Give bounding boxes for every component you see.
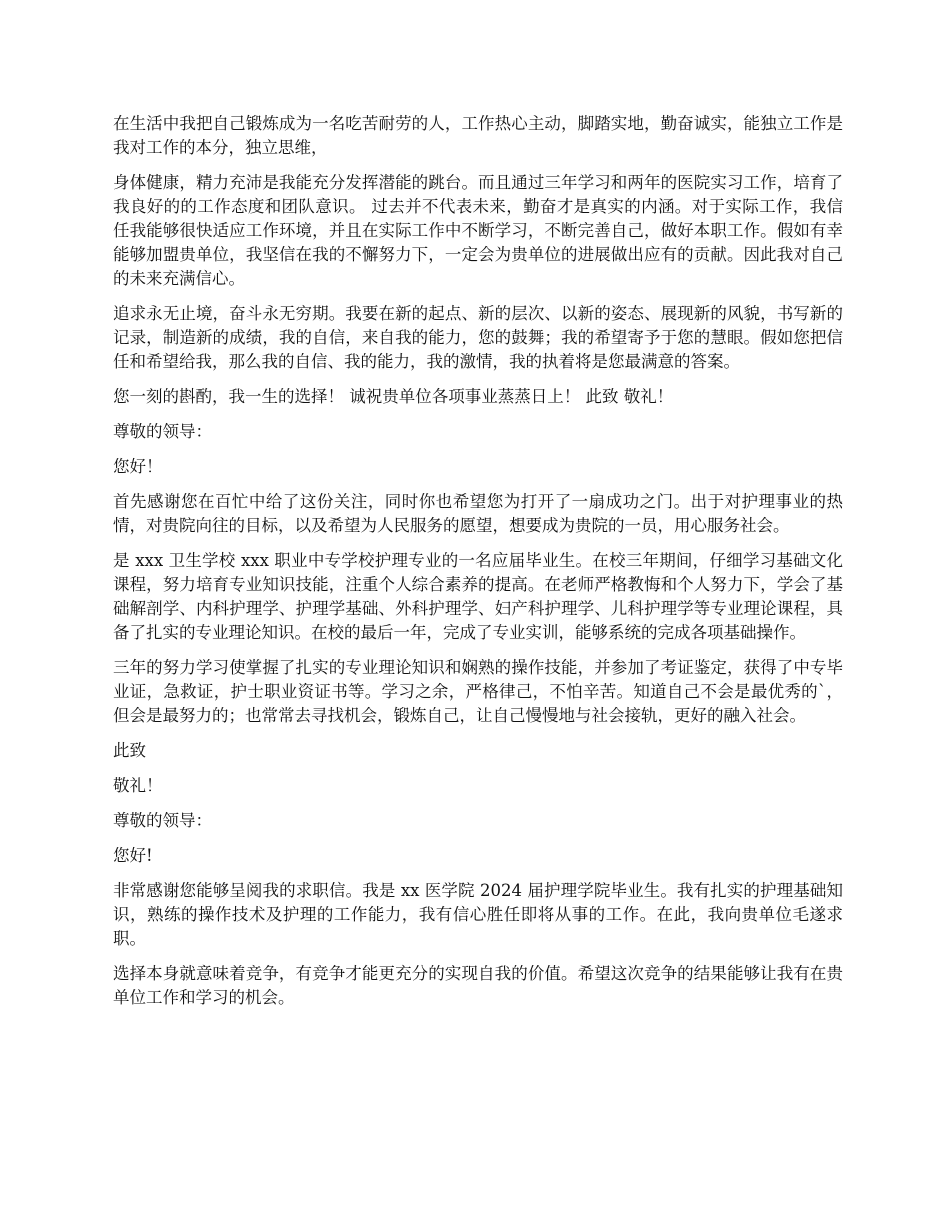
paragraph: 三年的努力学习使掌握了扎实的专业理论知识和娴熟的操作技能，并参加了考证鉴定，获得了中专毕业证，急救证，护士职业资证书等。学习之余，严格律己，不怕辛苦。知道自己不会是最优秀的`，但会是最努力的；也常常去寻找机会，锻炼自己，让自己慢慢地与社会接轨，更好的融入社会。 (113, 658, 843, 725)
closing-line: 敬礼！ (113, 776, 163, 795)
paragraph: 选择本身就意味着竞争，有竞争才能更充分的实现自我的价值。希望这次竞争的结果能够让我有在贵单位工作和学习的机会。 (113, 964, 843, 1007)
salutation: 尊敬的领导： (113, 422, 212, 441)
paragraph: 追求永无止境，奋斗永无穷期。我要在新的起点、新的层次、以新的姿态、展现新的风貌，书写新的记录，制造新的成绩，我的自信，来自我的能力，您的鼓舞；我的希望寄予于您的慧眼。假如您把信任和希望给我，那么我的自信、我的能力，我的激情，我的执着将是您最满意的答案。 (113, 304, 843, 371)
paragraph: 非常感谢您能够呈阅我的求职信。我是 xx 医学院 2024 届护理学院毕业生。我有扎实的护理基础知识，熟练的操作技术及护理的工作能力，我有信心胜任即将从事的工作。在此，我向贵单位毛遂求职。 (113, 881, 843, 948)
paragraph: 您一刻的斟酌，我一生的选择！ 诚祝贵单位各项事业蒸蒸日上！ 此致 敬礼！ (113, 387, 674, 406)
salutation: 尊敬的领导： (113, 811, 212, 830)
paragraph: 身体健康，精力充沛是我能充分发挥潜能的跳台。而且通过三年学习和两年的医院实习工作，培育了我良好的的工作态度和团队意识。 过去并不代表未来，勤奋才是真实的内涵。对于实际工作，我信任我能够很快适应工作环境，并且在实际工作中不断学习，不断完善自己，做好本职工作。假如有幸能够加盟贵单位，我坚信在我的不懈努力下，一定会为贵单位的进展做出应有的贡献。因此我对自己的未来充满信心。 (113, 173, 843, 288)
document-body (113, 112, 843, 1021)
closing-line: 此致 (113, 741, 146, 760)
paragraph: 首先感谢您在百忙中给了这份关注，同时你也希望您为打开了一扇成功之门。出于对护理事业的热情，对贵院向往的目标，以及希望为人民服务的愿望，想要成为贵院的一员，用心服务社会。 (113, 492, 843, 535)
greeting: 您好！ (113, 457, 163, 476)
greeting: 您好! (113, 846, 153, 865)
paragraph: 在生活中我把自己锻炼成为一名吃苦耐劳的人，工作热心主动，脚踏实地，勤奋诚实，能独立工作是我对工作的本分，独立思维， (113, 114, 843, 157)
paragraph: 是 xxx 卫生学校 xxx 职业中专学校护理专业的一名应届毕业生。在校三年期间，仔细学习基础文化课程，努力培育专业知识技能，注重个人综合素养的提高。在老师严格教悔和个人努力下，学会了基础解剖学、内科护理学、护理学基础、外科护理学、妇产科护理学、儿科护理学等专业理论课程，具备了扎实的专业理论知识。在校的最后一年，完成了专业实训，能够系统的完成各项基础操作。 (113, 551, 843, 642)
